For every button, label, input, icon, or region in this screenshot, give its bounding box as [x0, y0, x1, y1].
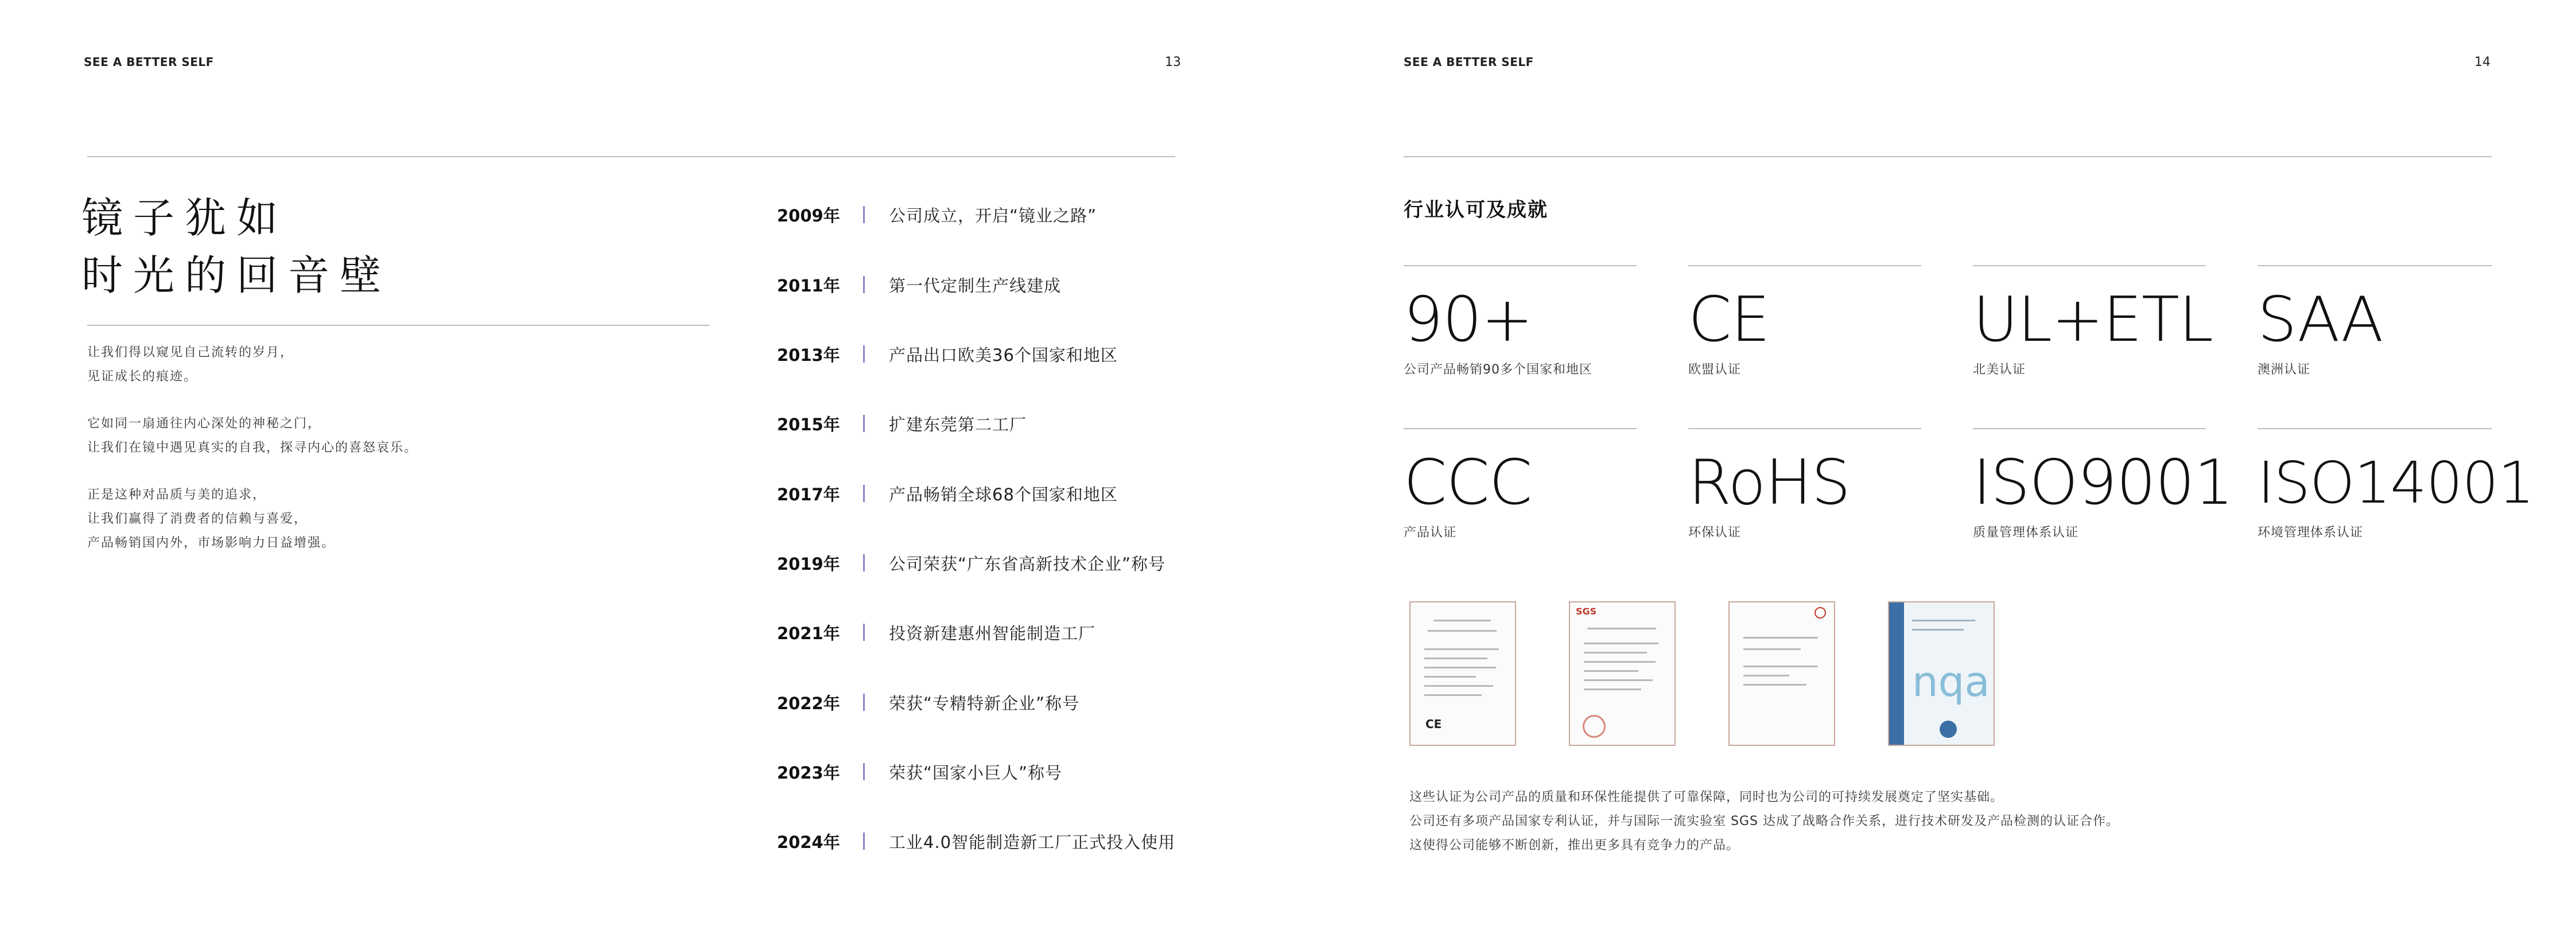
right-top-divider [1404, 156, 2492, 157]
paragraph-line: 让我们赢得了消费者的信赖与喜爱， [87, 512, 308, 526]
timeline-separator [863, 833, 865, 850]
timeline-event: 公司成立，开启“镜业之路” [889, 205, 1097, 225]
sgs-mark: SGS [1576, 606, 1597, 617]
stat-value: ISO14001 [2258, 449, 2534, 516]
timeline-row [777, 621, 1095, 644]
timeline-separator [863, 415, 865, 432]
footer-line: 这些认证为公司产品的质量和环保性能提供了可靠保障，同时也为公司的可持续发展奠定了坚实基础。 [1409, 790, 2004, 804]
stat-label: 欧盟认证 [1688, 363, 1742, 377]
intro-paragraph-2 [87, 412, 418, 460]
left-page-header: SEE A BETTER SELF [84, 55, 214, 69]
paragraph-line: 产品畅销国内外，市场影响力日益增强。 [87, 536, 336, 550]
seal-icon [1940, 721, 1957, 738]
stat-label: 质量管理体系认证 [1973, 526, 2079, 540]
stat-divider [1404, 428, 1637, 429]
timeline-event: 第一代定制生产线建成 [889, 275, 1062, 295]
timeline-event: 扩建东莞第二工厂 [889, 414, 1027, 434]
right-page-number: 14 [2474, 55, 2490, 69]
stat-label: 公司产品畅销90多个国家和地区 [1404, 363, 1592, 377]
timeline-row [777, 343, 1118, 365]
timeline-separator [863, 206, 865, 223]
timeline-event: 工业4.0智能制造新工厂正式投入使用 [889, 832, 1176, 852]
stat-value: CE [1688, 284, 1770, 356]
timeline-event: 产品畅销全球68个国家和地区 [889, 484, 1118, 504]
stat-divider [1973, 265, 2206, 266]
stat-label: 环保认证 [1688, 526, 1742, 540]
nqa-mark: nqa [1912, 658, 1990, 706]
timeline-separator [863, 345, 865, 363]
footer-line: 公司还有多项产品国家专利认证，并与国际一流实验室 SGS 达成了战略合作关系，进行技术研发及产品检测的认证合作。 [1409, 814, 2119, 829]
stat-divider [2258, 265, 2492, 266]
stat-value: CCC [1404, 447, 1532, 519]
timeline-row [777, 482, 1118, 505]
timeline-year: 2013年 [777, 345, 840, 365]
certificate-icon [1569, 601, 1676, 746]
timeline-row [777, 412, 1027, 435]
certificate-band [1889, 602, 1904, 745]
timeline-year: 2009年 [777, 205, 840, 225]
stat-value: 90+ [1404, 284, 1533, 356]
timeline-year: 2023年 [777, 763, 840, 783]
section-title: 行业认可及成就 [1404, 199, 1548, 221]
intro-paragraph-3 [87, 483, 335, 555]
timeline-row [777, 691, 1079, 714]
timeline-year: 2022年 [777, 693, 840, 713]
ce-mark: CE [1425, 717, 1442, 731]
paragraph-line: 见证成长的痕迹。 [87, 370, 198, 384]
timeline-event: 产品出口欧美36个国家和地区 [889, 345, 1118, 365]
footer-line: 这使得公司能够不断创新，推出更多具有竞争力的产品。 [1409, 838, 1740, 853]
stat-value: RoHS [1688, 447, 1851, 519]
timeline-separator [863, 763, 865, 780]
stat-value: UL+ETL [1973, 284, 2213, 356]
title-line-1: 镜子犹如 [81, 194, 289, 242]
stat-value: ISO9001 [1973, 447, 2233, 519]
certificate-icon [1409, 601, 1516, 746]
timeline-row [777, 760, 1062, 783]
page-title [81, 189, 391, 304]
stat-divider [1688, 428, 1921, 429]
timeline-row [777, 273, 1061, 296]
timeline-row [777, 551, 1165, 574]
paragraph-line: 让我们在镜中遇见真实的自我，探寻内心的喜怒哀乐。 [87, 441, 418, 455]
timeline-year: 2015年 [777, 414, 840, 434]
timeline-year: 2017年 [777, 484, 840, 504]
stat-divider [1688, 265, 1921, 266]
timeline-row [777, 830, 1175, 853]
timeline-event: 荣获“专精特新企业”称号 [889, 693, 1080, 713]
timeline-event: 公司荣获“广东省高新技术企业”称号 [889, 554, 1166, 574]
stat-label: 北美认证 [1973, 363, 2026, 377]
stat-value: SAA [2258, 284, 2383, 356]
stat-divider [1404, 265, 1637, 266]
timeline-year: 2011年 [777, 275, 840, 295]
left-top-divider [87, 156, 1175, 157]
title-divider [87, 325, 709, 326]
timeline-year: 2019年 [777, 554, 840, 574]
right-page-header: SEE A BETTER SELF [1404, 55, 1534, 69]
timeline-separator [863, 485, 865, 502]
timeline-event: 荣获“国家小巨人”称号 [889, 763, 1063, 783]
stat-divider [2258, 428, 2492, 429]
stat-label: 环境管理体系认证 [2258, 526, 2364, 540]
paragraph-line: 正是这种对品质与美的追求， [87, 488, 267, 502]
stat-label: 产品认证 [1404, 526, 1457, 540]
left-page-number: 13 [1165, 55, 1181, 69]
stat-divider [1973, 428, 2206, 429]
certificate-icon [1728, 601, 1835, 746]
timeline-separator [863, 554, 865, 571]
timeline-year: 2024年 [777, 832, 840, 852]
stat-label: 澳洲认证 [2258, 363, 2311, 377]
seal-icon [1815, 607, 1826, 619]
paragraph-line: 它如同一扇通往内心深处的神秘之门， [87, 417, 322, 431]
certificate-icon [1888, 601, 1995, 746]
timeline-event: 投资新建惠州智能制造工厂 [889, 623, 1096, 643]
timeline-separator [863, 624, 865, 641]
seal-icon [1583, 715, 1606, 738]
timeline-year: 2021年 [777, 623, 840, 643]
title-line-2: 时光的回音壁 [81, 251, 392, 300]
timeline-separator [863, 694, 865, 711]
timeline-row [777, 203, 1097, 226]
intro-paragraph-1 [87, 341, 294, 389]
timeline-separator [863, 276, 865, 293]
paragraph-line: 让我们得以窥见自己流转的岁月， [87, 345, 294, 360]
